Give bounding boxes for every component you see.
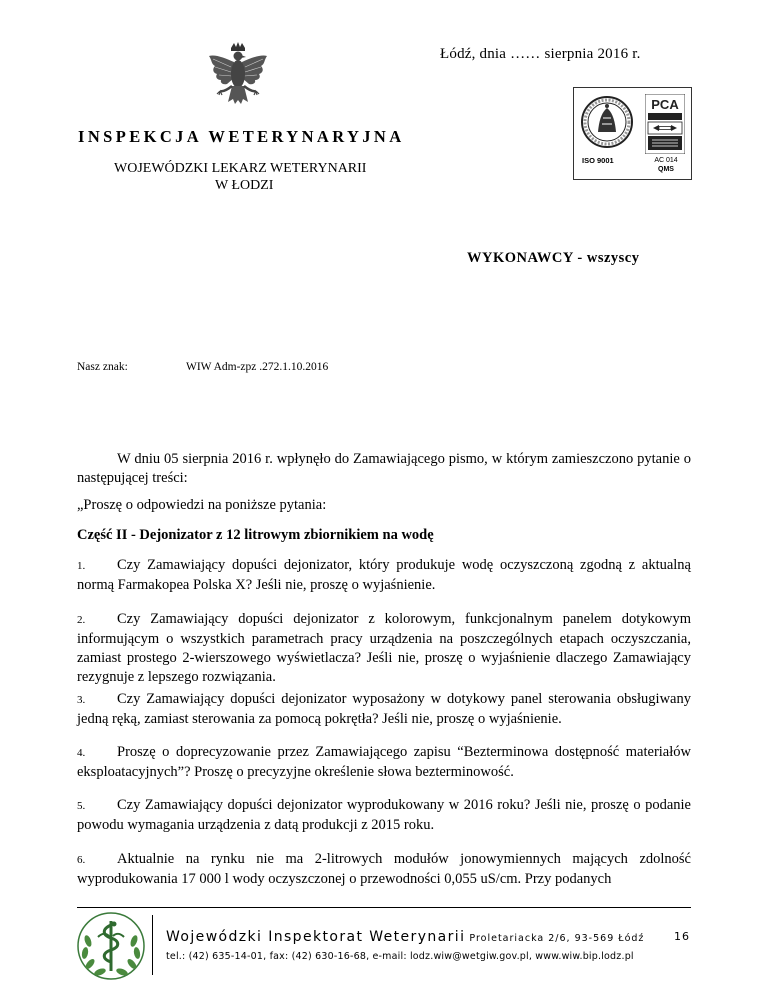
question-number: 1. <box>77 560 86 572</box>
certification-box <box>573 87 692 180</box>
question-text: Czy Zamawiający dopuści dejonizator z kolorowym, funkcjonalnym panelem dotykowym informującym o wszystkich parametrach pracy urządzenia na poszczególnych etapach oczyszczania, zamiast prostego 2-wierszowego wyświetlacza? Jeśli nie, proszę o wyjaśnienie dlaczego Zamawiający rezygnuje z lepszego rozwiązania. <box>77 611 691 685</box>
iso-9001-label: ISO 9001 <box>582 156 614 165</box>
iso-certificate-seal-icon <box>580 94 635 154</box>
footer-separator <box>152 915 153 975</box>
svg-text:PCA: PCA <box>651 97 679 112</box>
pca-code: AC 014 <box>654 157 678 164</box>
page-number: 16 <box>674 930 690 943</box>
footer-contact: tel.: (42) 635-14-01, fax: (42) 630-16-68, e-mail: lodz.wiw@wetgiw.gov.pl, www.wiw.bip.lodz.pl <box>166 951 634 962</box>
footer-institution: Wojewódzki Inspektorat Weterynarii <box>166 929 466 945</box>
question-item <box>77 690 691 729</box>
pca-accreditation-logo-icon <box>645 94 685 154</box>
question-item <box>77 796 691 835</box>
date-line: Łódź, dnia …… sierpnia 2016 r. <box>440 46 641 62</box>
question-text: Czy Zamawiający dopuści dejonizator wyposażony w dotykowy panel sterowania obsługiwany jedną ręką, zamiast sterowania za pomocą pokrętła? Jeśli nie, proszę o wyjaśnienie. <box>77 691 691 727</box>
pca-accreditation-code <box>650 156 682 174</box>
question-number: 3. <box>77 694 86 706</box>
question-number: 4. <box>77 747 86 759</box>
question-item <box>77 743 691 782</box>
reference-value: WIW Adm-zpz .272.1.10.2016 <box>186 361 329 373</box>
question-number: 6. <box>77 854 86 866</box>
footer-divider <box>77 907 691 908</box>
reference-label: Nasz znak: <box>77 361 128 373</box>
question-text: Aktualnie na rynku nie ma 2-litrowych modułów jonowymiennych mających zdolność wyprodukowania 17 000 l wody oczyszczonej o przewodności 0,055 uS/cm. Przy podanych <box>77 851 691 887</box>
institution-city: W ŁODZI <box>215 178 274 193</box>
question-text: Czy Zamawiający dopuści dejonizator, który produkuje wodę oczyszczoną zgodną z aktualną normą Farmakopea Polska X? Jeśli nie, proszę o wyjaśnienie. <box>77 557 691 593</box>
polish-eagle-emblem-icon <box>207 42 269 118</box>
question-item <box>77 850 691 889</box>
question-number: 2. <box>77 614 86 626</box>
veterinary-inspection-logo-icon <box>76 911 146 981</box>
quote-opening: „Proszę o odpowiedzi na poniższe pytania: <box>77 497 327 513</box>
question-text: Proszę o doprecyzowanie przez Zamawiającego zapisu “Bezterminowa dostępność materiałów eksploatacyjnych”? Proszę o precyzyjne określenie słowa bezterminowość. <box>77 744 691 780</box>
question-text: Czy Zamawiający dopuści dejonizator wyprodukowany w 2016 roku? Jeśli nie, proszę o podanie powodu wymagania urządzenia z datą produkcji z 2015 roku. <box>77 797 691 833</box>
recipient: WYKONAWCY - wszyscy <box>467 250 640 266</box>
question-item <box>77 556 691 595</box>
pca-scope: QMS <box>658 166 674 173</box>
question-item <box>77 610 691 687</box>
footer-address: Proletariacka 2/6, 93-569 Łódź <box>469 933 645 944</box>
intro-paragraph: W dniu 05 sierpnia 2016 r. wpłynęło do Zamawiającego pismo, w którym zamieszczono pytanie o następującej treści: <box>77 451 691 486</box>
part-heading: Część II - Dejonizator z 12 litrowym zbiornikiem na wodę <box>77 527 434 543</box>
institution-title: INSPEKCJA WETERYNARYJNA <box>78 127 405 146</box>
question-number: 5. <box>77 800 86 812</box>
institution-subtitle: WOJEWÓDZKI LEKARZ WETERYNARII <box>114 161 367 176</box>
footer-institution-line <box>166 929 644 945</box>
